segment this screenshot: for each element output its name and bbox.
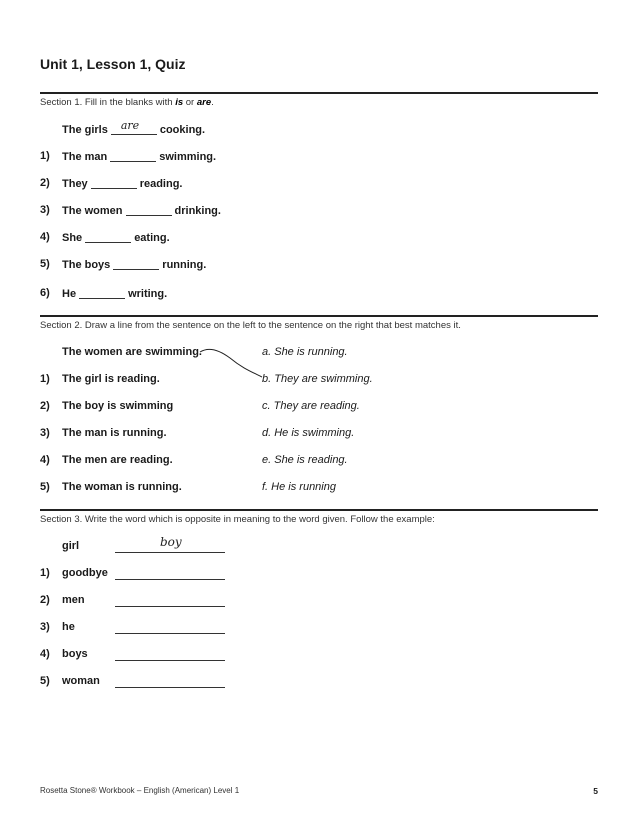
section-divider	[40, 315, 598, 317]
answer-line[interactable]	[115, 648, 225, 661]
page-number: 5	[593, 786, 598, 796]
answer-blank[interactable]	[85, 231, 131, 243]
footer-text: Rosetta Stone® Workbook – English (American) Level 1	[40, 786, 240, 795]
section2-instruction: Section 2. Draw a line from the sentence on the left to the sentence on the right that best matches it.	[40, 320, 461, 331]
match-right[interactable]: a. She is running.	[262, 346, 348, 358]
handwritten-answer: are	[120, 119, 140, 132]
match-left[interactable]: The man is running.	[62, 427, 167, 439]
match-left[interactable]: The men are reading.	[62, 454, 173, 466]
match-right[interactable]: c. They are reading.	[262, 400, 360, 412]
answer-line[interactable]	[115, 675, 225, 688]
answer-line	[115, 535, 225, 553]
example-match-line	[196, 346, 266, 382]
answer-line[interactable]	[115, 567, 225, 580]
match-left[interactable]: The girl is reading.	[62, 373, 160, 385]
answer-line[interactable]	[115, 621, 225, 634]
section-divider	[40, 92, 598, 94]
match-right[interactable]: b. They are swimming.	[262, 373, 373, 385]
page-title: Unit 1, Lesson 1, Quiz	[40, 56, 186, 72]
match-right[interactable]: d. He is swimming.	[262, 427, 355, 439]
answer-blank[interactable]	[113, 258, 159, 270]
match-right[interactable]: e. She is reading.	[262, 454, 348, 466]
section-divider	[40, 509, 598, 511]
answer-blank[interactable]	[79, 287, 125, 299]
match-left[interactable]: The boy is swimming	[62, 400, 174, 412]
match-left[interactable]: The women are swimming.	[62, 346, 202, 358]
answer-blank[interactable]	[126, 204, 172, 216]
section1-instruction: Section 1. Fill in the blanks with is or are.	[40, 97, 214, 108]
answer-blank	[111, 119, 157, 135]
answer-line[interactable]	[115, 594, 225, 607]
section3-instruction: Section 3. Write the word which is opposite in meaning to the word given. Follow the example:	[40, 514, 435, 525]
answer-blank[interactable]	[91, 177, 137, 189]
handwritten-answer: boy	[160, 535, 182, 549]
answer-blank[interactable]	[110, 150, 156, 162]
match-right[interactable]: f. He is running	[262, 481, 336, 493]
match-left[interactable]: The woman is running.	[62, 481, 182, 493]
